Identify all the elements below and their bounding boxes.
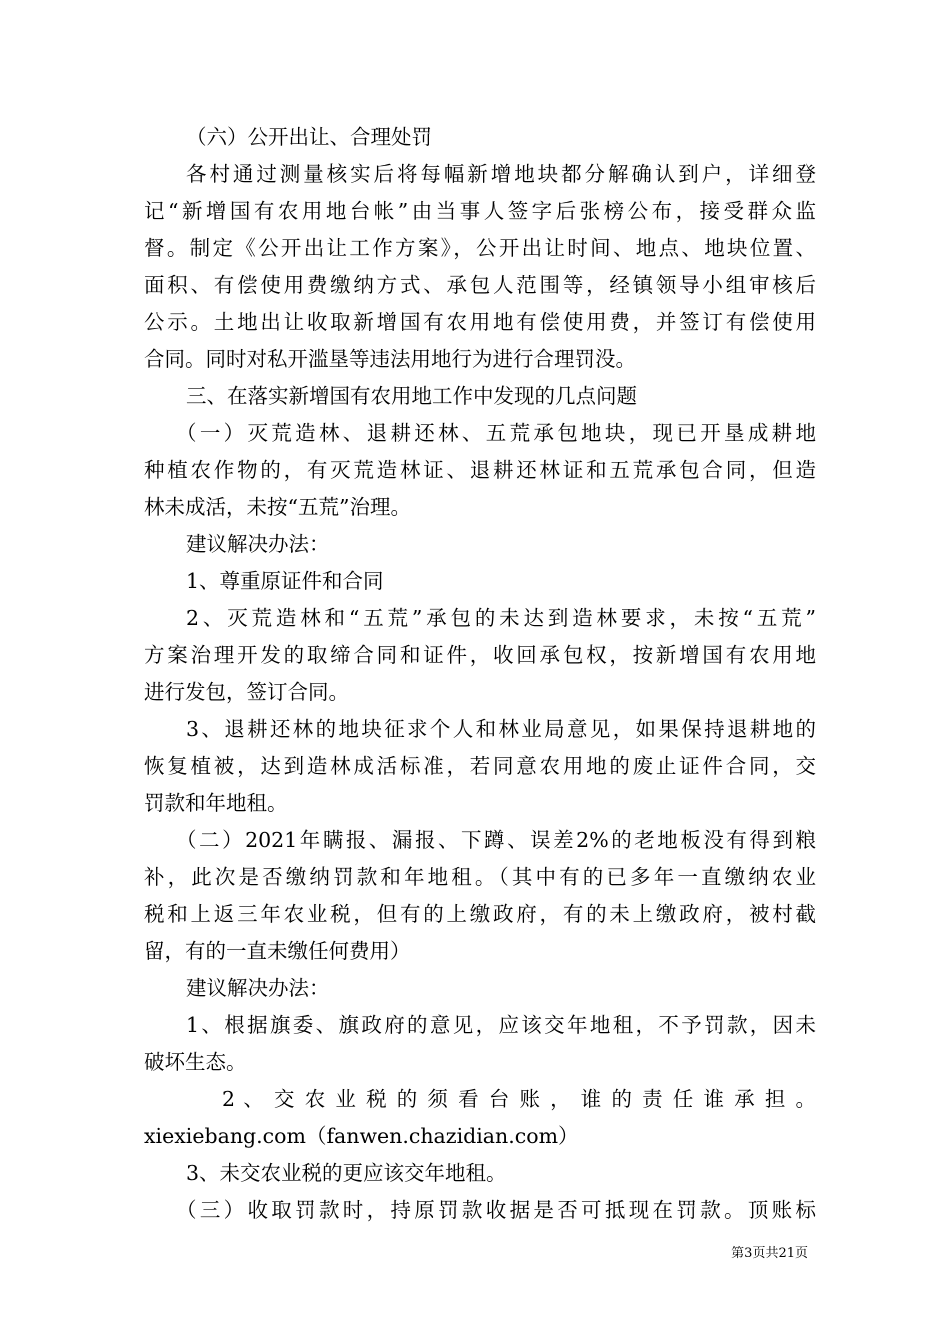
paragraph-line: 留，有的一直未缴任何费用）: [144, 939, 411, 963]
paragraph-line: 进行发包，签订合同。: [144, 680, 349, 704]
suggestion-heading: 建议解决办法：: [186, 532, 330, 556]
paragraph-line: 林未成活，未按“五荒”治理。: [144, 495, 411, 519]
list-item: 2 、 交 农 业 税 的 须 看 台 账 ， 谁 的 责 任 谁 承 担 。: [222, 1087, 816, 1111]
list-item: 2、灭荒造林和“五荒”承包的未达到造林要求，未按“五荒”: [186, 606, 816, 630]
paragraph-line: 税和上返三年农业税，但有的上缴政府，有的未上缴政府，被村截: [144, 902, 816, 926]
paragraph-line: 种植农作物的，有灭荒造林证、退耕还林证和五荒承包合同，但造: [144, 458, 816, 482]
list-item: 1、根据旗委、旗政府的意见，应该交年地租，不予罚款，因未: [186, 1013, 816, 1037]
paragraph-line: （三）收取罚款时，持原罚款收据是否可抵现在罚款。顶账标: [176, 1198, 816, 1222]
list-item: 3、退耕还林的地块征求个人和林业局意见，如果保持退耕地的: [186, 717, 816, 741]
paragraph-line: 罚款和年地租。: [144, 791, 288, 815]
list-item: 3、未交农业税的更应该交年地租。: [186, 1161, 507, 1185]
paragraph-line: （二）2021年瞒报、漏报、下蹲、误差2%的老地板没有得到粮: [176, 828, 816, 852]
paragraph-line: 补，此次是否缴纳罚款和年地租。（其中有的已多年一直缴纳农业: [144, 865, 816, 889]
paragraph-line: 记“新增国有农用地台帐”由当事人签字后张榜公布，接受群众监: [144, 199, 816, 223]
paragraph-line: 面积、有偿使用费缴纳方式、承包人范围等，经镇领导小组审核后: [144, 273, 816, 297]
suggestion-heading: 建议解决办法：: [186, 976, 330, 1000]
page-number-footer: 第3页共21页: [731, 1246, 808, 1261]
paragraph-line: 督。制定《公开出让工作方案》，公开出让时间、地点、地块位置、: [144, 236, 816, 260]
paragraph-line: xiexiebang.com（fanwen.chazidian.com）: [144, 1124, 579, 1148]
list-item: 1、尊重原证件和合同: [186, 569, 384, 593]
paragraph-line: （一）灭荒造林、退耕还林、五荒承包地块，现已开垦成耕地: [176, 421, 816, 445]
paragraph-line: 恢复植被，达到造林成活标准，若同意农用地的废止证件合同，交: [144, 754, 816, 778]
paragraph-line: 公示。土地出让收取新增国有农用地有偿使用费，并签订有偿使用: [144, 310, 816, 334]
section-heading-6: （六）公开出让、合理处罚: [186, 125, 432, 149]
section-heading-3: 三、在落实新增国有农用地工作中发现的几点问题: [186, 384, 637, 408]
paragraph-line: 合同。同时对私开滥垦等违法用地行为进行合理罚没。: [144, 347, 636, 371]
paragraph-line: 各村通过测量核实后将每幅新增地块都分解确认到户，详细登: [186, 162, 816, 186]
paragraph-line: 方案治理开发的取缔合同和证件，收回承包权，按新增国有农用地: [144, 643, 816, 667]
paragraph-line: 破坏生态。: [144, 1050, 247, 1074]
